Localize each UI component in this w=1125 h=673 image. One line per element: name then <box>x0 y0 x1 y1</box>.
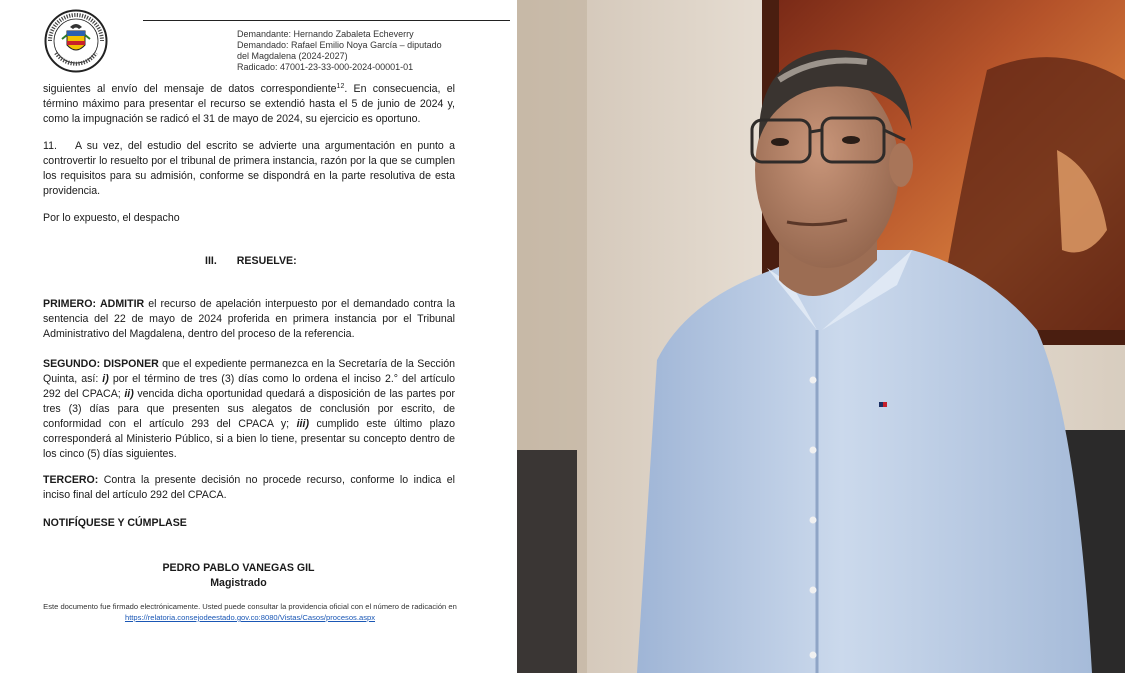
consejo-de-estado-seal-icon <box>44 9 108 73</box>
section-heading-resuelve: III. RESUELVE: <box>205 255 297 267</box>
signature-block <box>0 561 517 591</box>
paragraph-11: 11. A su vez, del estudio del escrito se advierte una argumentación en punto a controvertir lo resuelto por el tribunal de primera instancia, razón por la que se cumplen los requisitos para su admisión, conforme se dispondrá en la parte resolutiva de esta providencia. <box>43 140 455 197</box>
resolution-primero: PRIMERO: ADMITIR el recurso de apelación interpuesto por el demandado contra la sentencia del 22 de mayo de 2024 proferida en primera instancia por el Tribunal Administrativo del Magdalena, dentro del proceso de la referencia. <box>43 298 455 340</box>
case-plaintiff: Demandante: Hernando Zabaleta Echeverry <box>237 29 414 39</box>
paragraph-deadline: siguientes al envío del mensaje de datos correspondiente$^{12}$. En consecuencia, el término máximo para presentar el recurso se extendió hasta el 5 de junio de 2024 y, como la impugnación se radicó el 31 de mayo de 2024, su ejercicio es oportuno. <box>43 83 455 125</box>
closing-formula: NOTIFÍQUESE Y CÚMPLASE <box>43 517 187 529</box>
signer-role: Magistrado <box>210 577 267 589</box>
header-rule <box>143 20 510 21</box>
case-defendant-role: del Magdalena (2024-2027) <box>237 51 348 61</box>
man-portrait-illustration <box>517 0 1125 673</box>
signer-name: PEDRO PABLO VANEGAS GIL <box>162 562 315 574</box>
case-reference-block <box>237 29 497 73</box>
paragraph-number: 11. <box>43 140 57 152</box>
case-radicado: Radicado: 47001-23-33-000-2024-00001-01 <box>237 62 414 72</box>
footnote-ref: 12 <box>336 83 345 90</box>
case-defendant: Demandado: Rafael Emilio Noya García – diputado <box>237 40 442 50</box>
resolution-tercero: TERCERO: Contra la presente decisión no procede recurso, conforme lo indica el inciso final del artículo 292 del CPACA. <box>43 474 455 501</box>
court-document-page <box>0 0 517 673</box>
electronic-signature-note: Este documento fue firmado electrónicamente. Usted puede consultar la providencia oficial con el número de radicación en https://relatoria.consejodeestado.gov.co:8080/Vistas/Casos/procesos.aspx <box>43 602 457 622</box>
resolution-segundo: SEGUNDO: DISPONER que el expediente permanezca en la Secretaría de la Sección Quinta, así: i) por el término de tres (3) días como lo ordena el inciso 2.° del artículo 292 del CPACA; ii) vencida dicha oportunidad quedará a disposición de las partes por tres (3) días para que presenten sus alegatos de conclusión por escrito, de conformidad con el artículo 293 del CPACA y; iii) cumplido este último plazo corresponderá al Ministerio Público, si a bien lo tiene, presentar su concepto dentro de los cinco (5) días siguientes. <box>43 358 456 460</box>
relatoria-link[interactable]: https://relatoria.consejodeestado.gov.co:8080/Vistas/Casos/procesos.aspx <box>124 613 376 622</box>
paragraph-expuesto: Por lo expuesto, el despacho <box>43 212 180 224</box>
portrait-photo <box>517 0 1125 673</box>
